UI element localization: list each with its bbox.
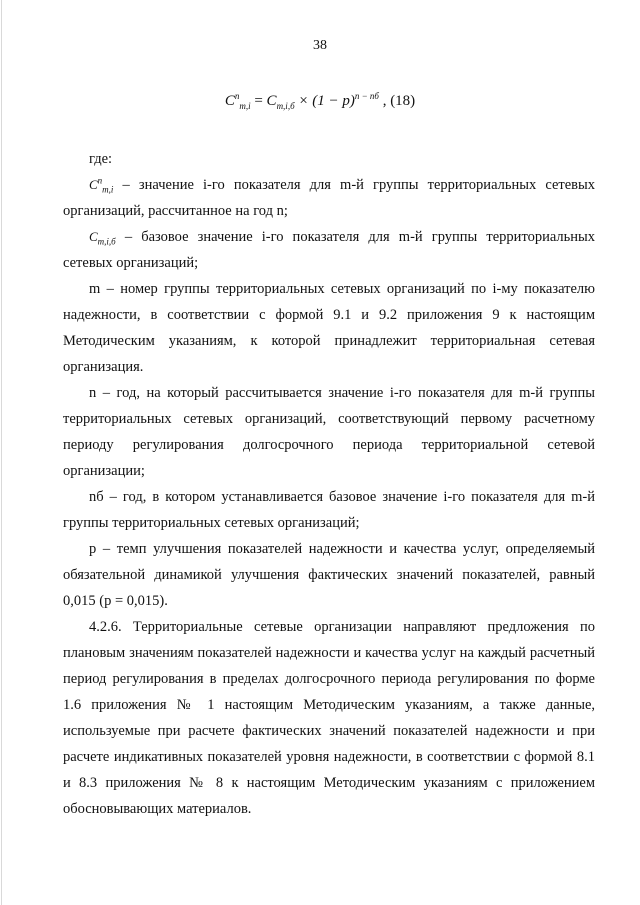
intro-text: где: xyxy=(89,151,113,167)
definition-1-symbol-sub: m,i xyxy=(102,184,114,195)
formula-rhs xyxy=(267,93,379,109)
page-number: 38 xyxy=(313,38,327,53)
paragraph-4-2-6: 4.2.6. Территориальные сетевые организации направляют предложения по плановым значениям показателей надежности и качества услуг на каждый расчетный период регулирования в пределах долгосрочного периода регулирования по форме 1.6 приложения № 1 настоящим Методическим указаниям, а также данные, используемые при расчете фактических значений показателей надежности и при расчете индикативных показателей уровня надежности, в соответствии с формой 8.1 и 8.3 приложения № 8 к настоящим Методическим указаниям с приложением обосновывающих материалов. xyxy=(63,619,595,817)
formula-equals: = xyxy=(250,93,267,109)
formula-lhs-base: C xyxy=(224,93,235,109)
definition-1-symbol-base: C xyxy=(89,177,98,192)
paragraph-n: n – год, на который рассчитывается значение i-го показателя для m-й группы территориальных сетевых организаций, соответствующий первому расчетному периоду регулирования долгосрочного периода территориальной сетевой организации; xyxy=(63,385,595,479)
formula-rhs-base: C xyxy=(266,93,277,109)
definition-2-text: – базовое значение i-го показателя для m-й группы территориальных сетевых организаций; xyxy=(63,229,596,271)
formula-comma: , xyxy=(378,93,391,109)
formula-number: (18) xyxy=(390,93,416,109)
definition-2-symbol-base: C xyxy=(89,229,98,244)
definition-1-symbol-sup: n xyxy=(97,175,103,186)
formula-18 xyxy=(0,93,640,110)
definition-2-symbol-sub: m,i,б xyxy=(97,236,116,247)
definition-2 xyxy=(63,224,595,276)
formula-lhs-sup: n xyxy=(234,91,240,101)
definition-1-symbol xyxy=(89,175,114,195)
definition-1-text: – значение i-го показателя для m-й группы территориальных сетевых организаций, рассчитанное на год n; xyxy=(63,177,595,219)
paragraph-m: m – номер группы территориальных сетевых организаций по i-му показателю надежности, в соответствии с формой 9.1 и 9.2 приложения 9 к настоящим Методическим указаниям, к которой принадлежит территориальная сетевая организация. xyxy=(63,281,595,375)
formula-lhs xyxy=(225,93,251,109)
definition-2-symbol xyxy=(89,229,116,247)
definition-1 xyxy=(63,172,595,224)
paragraph-nb: nб – год, в котором устанавливается базовое значение i-го показателя для m-й группы территориальных сетевых организаций; xyxy=(63,489,595,531)
formula-lhs-sub: m,i xyxy=(239,101,251,111)
formula-rhs-sub: m,i,б xyxy=(276,101,295,111)
formula-times: × (1 − p) xyxy=(294,93,355,109)
scan-edge-line xyxy=(1,0,2,905)
formula-exponent: n − nб xyxy=(354,91,379,101)
paragraph-p: p – темп улучшения показателей надежности и качества услуг, определяемый обязательной динамикой улучшения фактических значений показателей, равный 0,015 (p = 0,015). xyxy=(63,541,595,609)
body-text xyxy=(63,146,595,822)
